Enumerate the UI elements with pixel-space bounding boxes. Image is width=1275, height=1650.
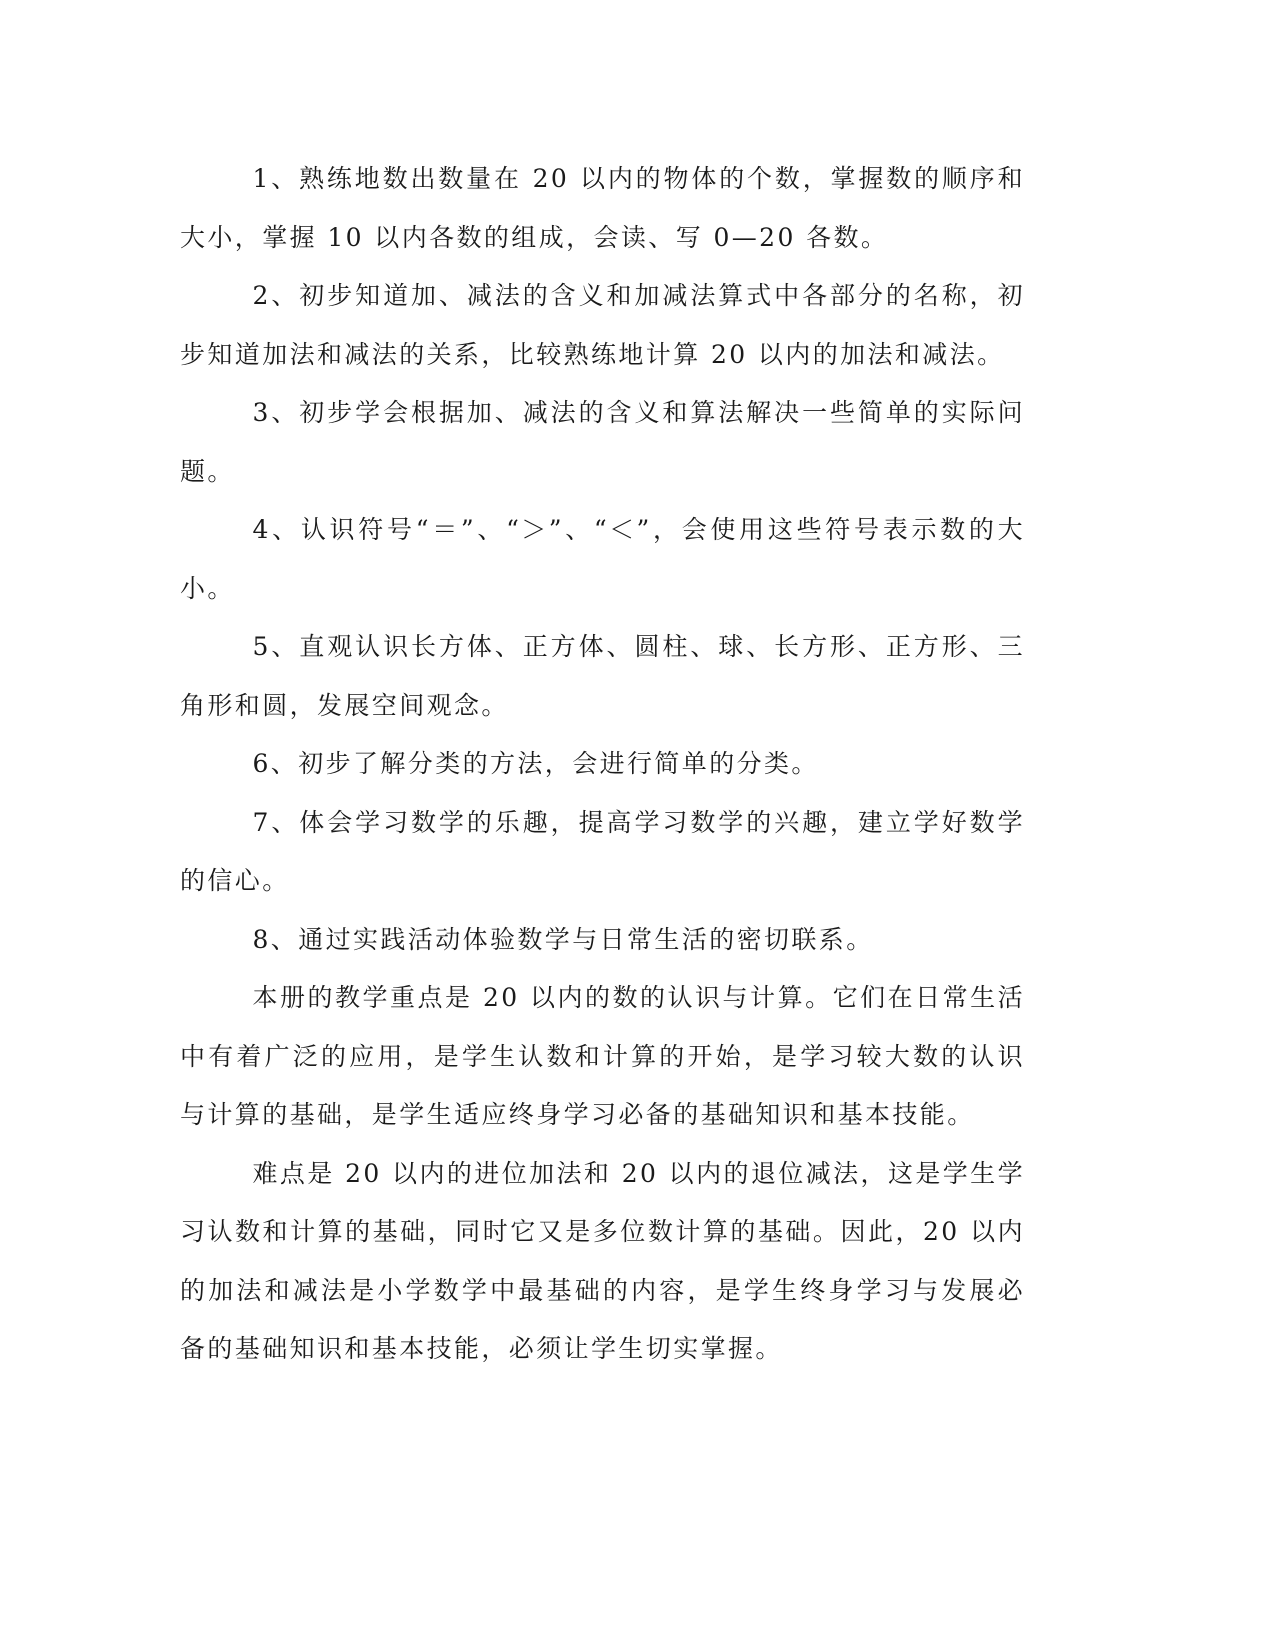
objective-8-paragraph: 8、通过实践活动体验数学与日常生活的密切联系。 (252, 924, 874, 954)
objective-5-paragraph: 5、直观认识长方体、正方体、圆柱、球、长方形、正方形、三角形和圆，发展空间观念。 (180, 632, 1025, 720)
teaching-focus-paragraph: 本册的教学重点是 20 以内的数的认识与计算。它们在日常生活中有着广泛的应用，是学生认数和计算的开始，是学习较大数的认识与计算的基础，是学生适应终身学习必备的基础知识和基本技能。 (180, 983, 1025, 1129)
objective-7-paragraph: 7、体会学习数学的乐趣，提高学习数学的兴趣，建立学好数学的信心。 (180, 807, 1025, 895)
objective-3-paragraph: 3、初步学会根据加、减法的含义和算法解决一些简单的实际问题。 (180, 398, 1025, 486)
objective-6-paragraph: 6、初步了解分类的方法，会进行简单的分类。 (252, 749, 819, 778)
document-body (180, 150, 1025, 1379)
teaching-difficulty-paragraph: 难点是 20 以内的进位加法和 20 以内的退位减法，这是学生学习认数和计算的基础，同时它又是多位数计算的基础。因此，20 以内的加法和减法是小学数学中最基础的内容，是学生终身学习与发展必备的基础知识和基本技能，必须让学生切实掌握。 (180, 1158, 1025, 1363)
objective-2-paragraph: 2、初步知道加、减法的含义和加减法算式中各部分的名称，初步知道加法和减法的关系，比较熟练地计算 20 以内的加法和减法。 (180, 281, 1025, 369)
objective-4-paragraph: 4、认识符号“＝”、“＞”、“＜”，会使用这些符号表示数的大小。 (180, 515, 1025, 603)
objective-1-paragraph: 1、熟练地数出数量在 20 以内的物体的个数，掌握数的顺序和大小，掌握 10 以内各数的组成，会读、写 0—20 各数。 (180, 164, 1025, 252)
